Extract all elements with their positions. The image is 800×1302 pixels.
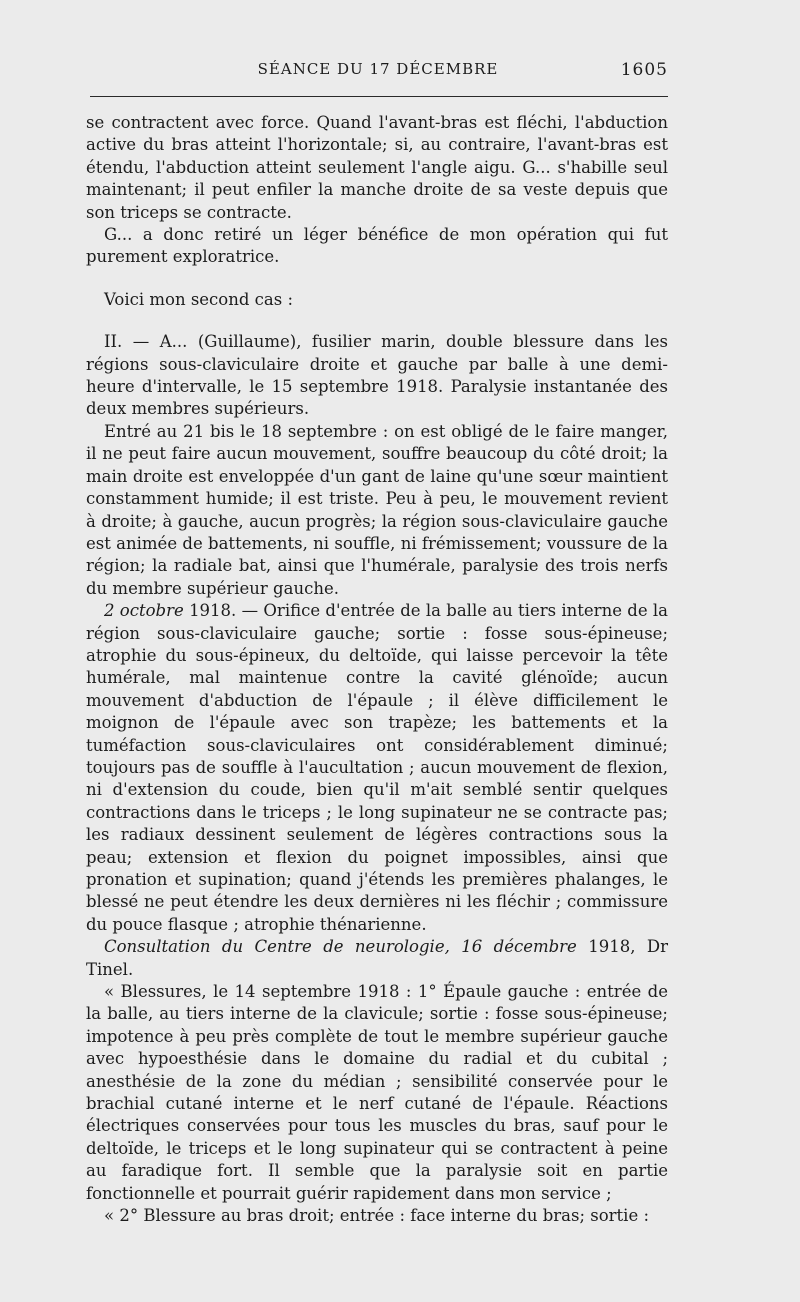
paragraph-october-text: 1918. — Orifice d'entrée de la balle au tiers interne de la région sous-claviculaire gauche; sortie : fosse sous-épineuse; atrophie du sous-épineux, du deltoïde, qui laisse percevoir la tête humérale, mal maintenue contre la cavité glénoïde; aucun mouvement d'abduction de l'épaule ; il élève difficilement le moignon de l'épaule avec son trapèze; les battements et la tuméfaction sous-claviculaires ont considérablement diminué; toujours pas de souffle à l'aucultation ; aucun mouvement de flexion, ni d'extension du coude, bien qu'il m'ait semblé sentir quelques contractions dans le triceps ; le long supinateur ne se contracte pas; les radiaux dessinent seulement de légères contractions sous la peau; extension et flexion du poignet impossibles, ainsi que pronation et supination; quand j'étends les premières phalanges, le blessé ne peut étendre les deux dernières ni les fléchir ; commissure du pouce flasque ; atrophie thénarienne.: [86, 601, 668, 934]
paragraph-case-two: II. — A... (Guillaume), fusilier marin, double blessure dans les régions sous-claviculaire droite et gauche par balle à une demi-heure d'intervalle, le 15 septembre 1918. Paralysie instantanée des deux membres supérieurs.: [86, 332, 668, 419]
running-title: SÉANCE DU 17 DÉCEMBRE: [257, 60, 499, 78]
paragraph-benefit: G... a donc retiré un léger bénéfice de mon opération qui fut purement exploratrice.: [86, 225, 668, 267]
paragraph-injuries: « Blessures, le 14 septembre 1918 : 1° Épaule gauche : entrée de la balle, au tiers interne de la clavicule; sortie : fosse sous-épineuse; impotence à peu près complète de tout le membre supérieur gauche avec hypoesthésie dans le domaine du radial et du cubital ; anesthésie de la zone du médian ; sensibilité conservée pour le brachial cutané interne et le nerf cutané de l'épaule. Réactions électriques conservées pour tous les muscles du bras, sauf pour le deltoïde, le triceps et le long supinateur qui se contractent à peine au faradique fort. Il semble que la paralysie soit en partie fonctionnelle et pourrait guérir rapidement dans mon service ;: [86, 982, 668, 1203]
page-header: [88, 58, 668, 84]
consultation-lead: Consultation du Centre de neurologie, 16 décembre: [104, 937, 577, 957]
body-text: [86, 112, 668, 1228]
paragraph-consultation: [86, 936, 668, 981]
paragraph-october: [86, 600, 668, 936]
page-number: 1605: [620, 60, 668, 80]
paragraph-continuation: se contractent avec force. Quand l'avant-bras est fléchi, l'abduction active du bras atteint l'horizontale; si, au contraire, l'avant-bras est étendu, l'abduction atteint seulement l'angle aigu. G... s'habille seul maintenant; il peut enfiler la manche droite de sa veste depuis que son triceps se contracte.: [86, 113, 668, 222]
paragraph-second-injury: « 2° Blessure au bras droit; entrée : face interne du bras; sortie :: [104, 1206, 650, 1226]
header-rule: [90, 96, 668, 97]
paragraph-second-case-intro: Voici mon second cas :: [104, 289, 294, 309]
date-lead: 2 octobre: [104, 601, 184, 621]
consultation-text: 1918, Dr Tinel.: [86, 937, 668, 979]
paragraph-admission: Entré au 21 bis le 18 septembre : on est obligé de le faire manger, il ne peut faire aucun mouvement, souffre beaucoup du côté droit; la main droite est enveloppée d'un gant de laine qu'une sœur maintient constamment humide; il est triste. Peu à peu, le mouvement revient à droite; à gauche, aucun progrès; la région sous-claviculaire gauche est animée de battements, ni souffle, ni frémissement; voussure de la région; la radiale bat, ainsi que l'humérale, paralysie des trois nerfs du membre supérieur gauche.: [86, 421, 668, 598]
